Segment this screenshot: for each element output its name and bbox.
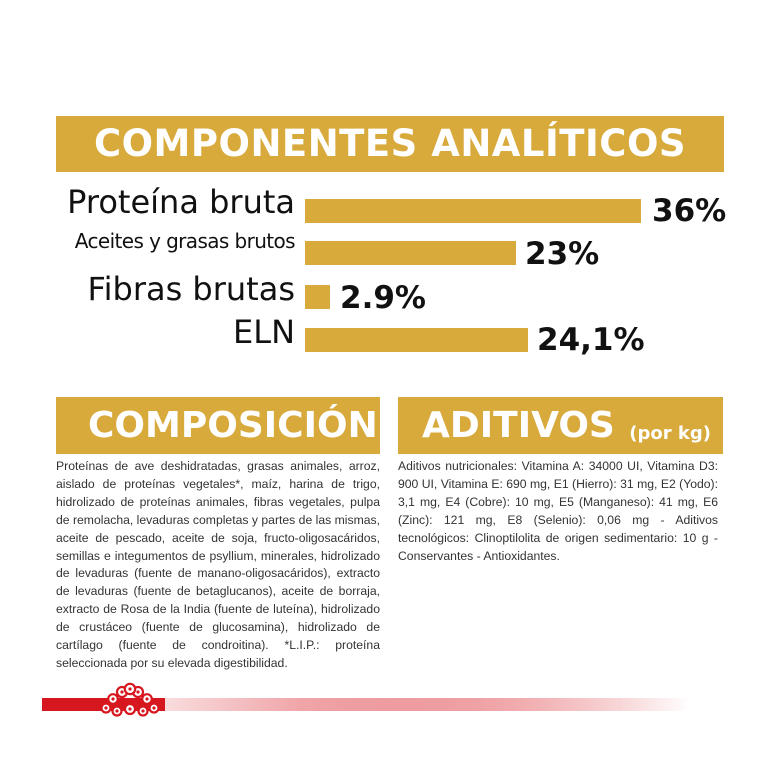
composicion-banner [56, 397, 380, 454]
footer-line-fade [165, 698, 690, 711]
composicion-title: COMPOSICIÓN [88, 405, 378, 446]
nutrient-value-protein: 36% [652, 193, 727, 229]
nutrient-bar-eln [305, 328, 528, 352]
nutrient-value-fat: 23% [525, 236, 600, 272]
aditivos-unit: (por kg) [629, 423, 711, 444]
nutrient-value-fiber: 2.9% [340, 280, 426, 316]
composicion-text: Proteínas de ave deshidratadas, grasas animales, arroz, aislado de proteínas vegetales*, maíz, harina de trigo, hidrolizado de proteínas animales, fibras vegetales, pulpa de remolacha, levaduras completas y partes de las mismas, aceite de pescado, aceite de soja, fructo-oligosacáridos, semillas e integumentos de psyllium, minerales, hidrolizado de levaduras (fuente de manano-oligosacáridos), extracto de levaduras (fuente de betaglucanos), aceite de borraja, extracto de Rosa de la India (fuente de luteína), hidrolizado de crustáceo (fuente de glucosamina), hidrolizado de cartílago (fuente de condroitina). *L.I.P.: proteína seleccionada por su elevada digestibilidad. [56, 459, 380, 670]
nutrient-label-fat: Aceites y grasas brutos [74, 229, 295, 253]
analiticos-banner [56, 116, 724, 172]
nutrient-label-protein: Proteína bruta [67, 183, 295, 221]
nutrient-bar-protein [305, 199, 641, 223]
nutrient-bar-fat [305, 241, 516, 265]
analiticos-title: COMPONENTES ANALÍTICOS [93, 122, 687, 165]
nutrient-label-fiber: Fibras brutas [87, 270, 295, 308]
aditivos-text: Aditivos nutricionales: Vitamina A: 34000 UI, Vitamina D3: 900 UI, Vitamina E: 690 mg, E1 (Hierro): 31 mg, E2 (Yodo): 3,1 mg, E4 (Cobre): 10 mg, E5 (Manganeso): 41 mg, E6 (Zinc): 121 mg, E8 (Selenio): 0,06 mg - Aditivos tecnológicos: Clinoptilolita de origen sedimentario: 10 g - Conservantes - Antioxidantes. [398, 459, 718, 563]
nutrient-value-eln: 24,1% [537, 322, 645, 358]
aditivos-title: ADITIVOS [422, 405, 615, 446]
nutrient-label-eln: ELN [233, 313, 295, 351]
nutrient-bar-fiber [305, 285, 330, 309]
aditivos-banner [398, 397, 723, 454]
royal-canin-crown-icon [94, 680, 166, 722]
